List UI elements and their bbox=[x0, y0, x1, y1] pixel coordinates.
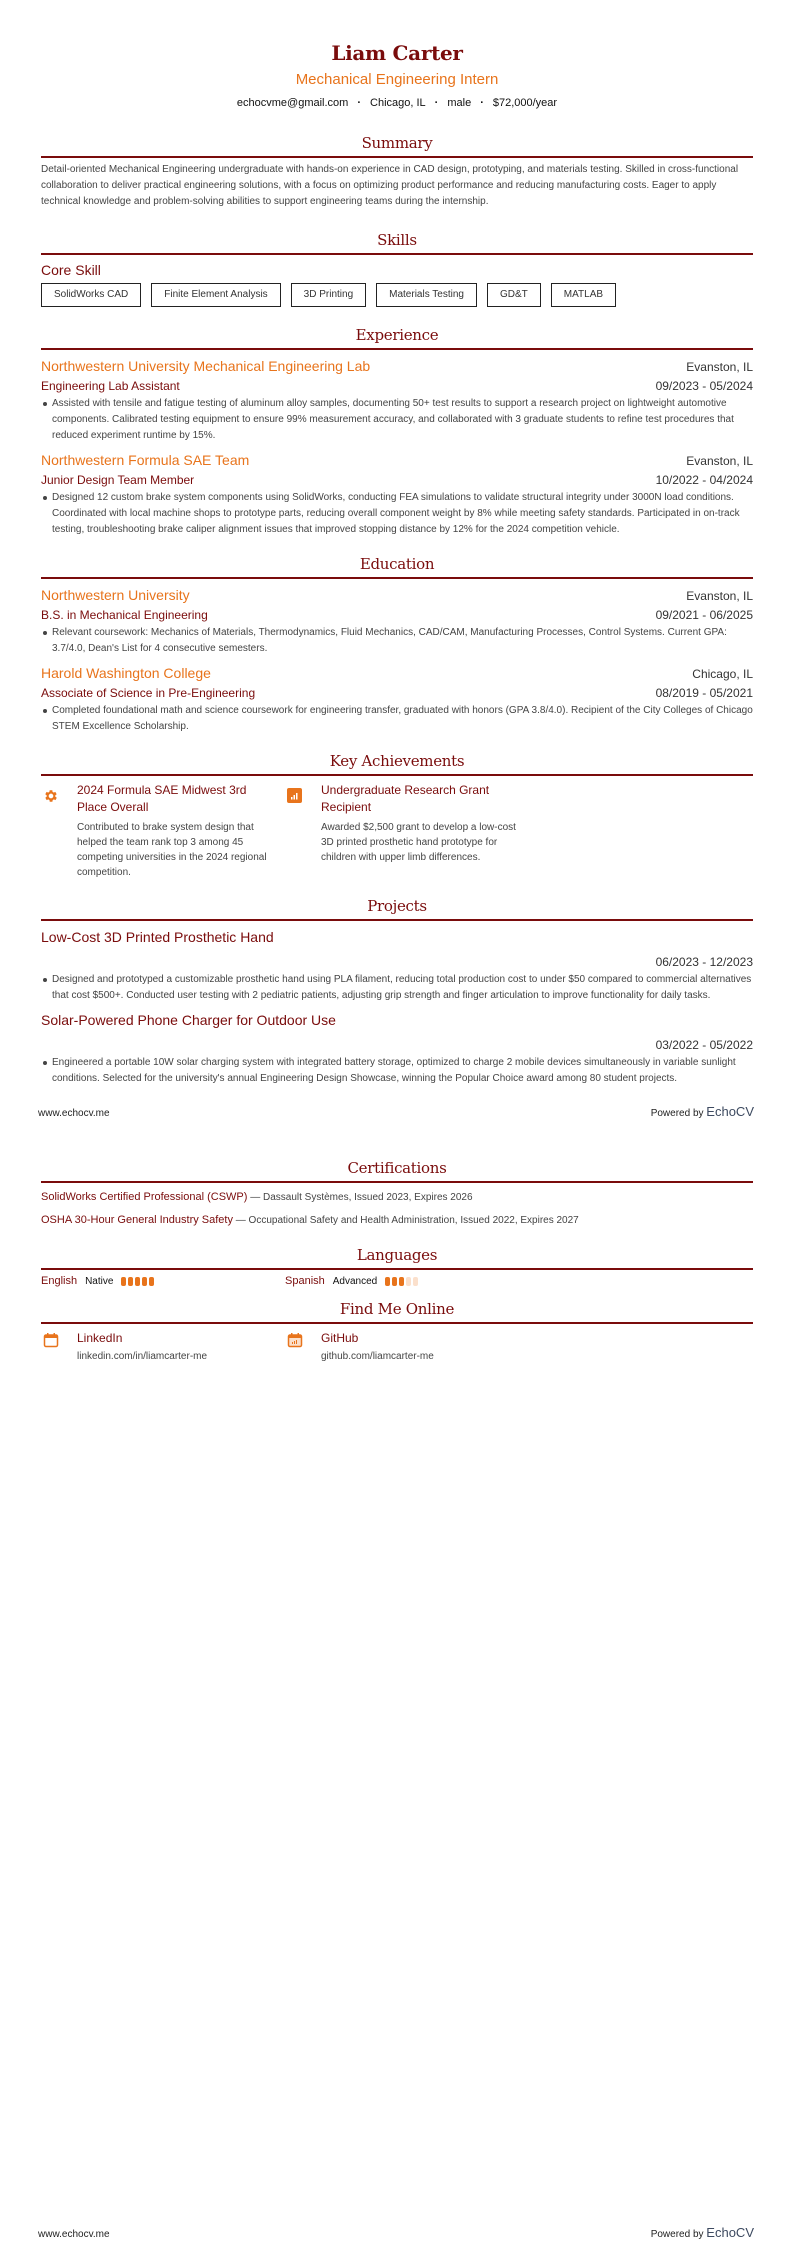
skills-section bbox=[41, 230, 753, 307]
education-dates: 09/2021 - 06/2025 bbox=[655, 608, 753, 622]
page-footer bbox=[38, 2225, 754, 2240]
experience-entry bbox=[41, 356, 753, 444]
section-heading-achievements: Key Achievements bbox=[329, 752, 465, 770]
achievement-item bbox=[285, 782, 529, 880]
education-dates: 08/2019 - 05/2021 bbox=[655, 686, 753, 700]
section-divider bbox=[41, 253, 753, 255]
achievement-item bbox=[41, 782, 285, 880]
calendar-icon bbox=[41, 1330, 77, 1364]
skill-category: Core Skill bbox=[41, 262, 101, 278]
section-divider bbox=[41, 774, 753, 776]
section-divider bbox=[41, 1181, 753, 1183]
separator-dot: · bbox=[434, 97, 439, 109]
school-name: Harold Washington College bbox=[41, 665, 211, 681]
education-section bbox=[41, 554, 753, 735]
rating-dot-filled bbox=[135, 1277, 140, 1286]
rating-dot-filled bbox=[385, 1277, 390, 1286]
online-section bbox=[41, 1299, 753, 1364]
section-heading-education: Education bbox=[359, 555, 435, 573]
candidate-title: Mechanical Engineering Intern bbox=[295, 71, 499, 88]
language-name: English bbox=[41, 1275, 78, 1287]
education-entry bbox=[41, 663, 753, 735]
section-heading-certifications: Certifications bbox=[347, 1159, 447, 1177]
signal-bars-icon bbox=[285, 782, 321, 880]
contact-gender: male bbox=[447, 97, 472, 109]
separator-dot: · bbox=[357, 97, 362, 109]
job-role: Junior Design Team Member bbox=[41, 473, 195, 487]
certification-detail: — Occupational Safety and Health Administration, Issued 2022, Expires 2027 bbox=[232, 1215, 579, 1226]
rating-dot-empty bbox=[406, 1277, 411, 1286]
project-entry bbox=[41, 927, 753, 1004]
achievements-section bbox=[41, 751, 753, 880]
language-level: Advanced bbox=[332, 1275, 378, 1287]
section-heading-online: Find Me Online bbox=[339, 1300, 455, 1318]
employer-name: Northwestern Formula SAE Team bbox=[41, 452, 250, 468]
language-item bbox=[41, 1275, 285, 1287]
gear-icon bbox=[41, 782, 77, 880]
language-rating bbox=[121, 1277, 154, 1286]
separator-dot: · bbox=[480, 97, 484, 109]
project-bullet: Designed and prototyped a customizable prosthetic hand using PLA filament, reducing total production cost to under $50 compared to commercial alternatives that cost $500+. Conducted user testing with 2 pediatric patients, adjusting grip strength and finger articulation to improve functionality for daily tasks. bbox=[41, 972, 753, 1004]
achievement-description: Awarded $2,500 grant to develop a low-cost 3D printed prosthetic hand prototype for children with upper limb differences. bbox=[321, 822, 516, 863]
link-name: LinkedIn bbox=[77, 1331, 123, 1345]
project-dates: 06/2023 - 12/2023 bbox=[655, 955, 753, 969]
achievement-title: 2024 Formula SAE Midwest 3rd Place Overall bbox=[77, 783, 247, 814]
projects-section bbox=[41, 896, 753, 1087]
certification-item bbox=[41, 1212, 753, 1229]
skill-tag: Materials Testing bbox=[376, 283, 477, 307]
project-title: Solar-Powered Phone Charger for Outdoor Use bbox=[41, 1012, 336, 1028]
section-divider bbox=[41, 348, 753, 350]
link-name: GitHub bbox=[321, 1331, 359, 1345]
employer-location: Evanston, IL bbox=[686, 454, 753, 468]
project-bullet: Engineered a portable 10W solar charging system with integrated battery storage, optimized to charge 2 mobile devices simultaneously in variable sunlight conditions. Selected for the university's annual Engineering Design Showcase, winning the Popular Choice award among 80 student projects. bbox=[41, 1055, 753, 1087]
language-item bbox=[285, 1275, 529, 1287]
project-dates: 03/2022 - 05/2022 bbox=[655, 1038, 753, 1052]
summary-text: Detail-oriented Mechanical Engineering undergraduate with hands-on experience in CAD design, prototyping, and materials testing. Skilled in cross-functional collaboration to deliver practical engineering solutions, with a focus on optimizing product performance and reducing manufacturing costs. Eager to apply technical knowledge and problem-solving abilities to support engineering teams during the internship. bbox=[41, 164, 739, 207]
section-divider bbox=[41, 577, 753, 579]
languages-section bbox=[41, 1245, 753, 1287]
education-bullet: Relevant coursework: Mechanics of Materials, Thermodynamics, Fluid Mechanics, CAD/CAM, Manufacturing Processes, Control Systems. Current GPA: 3.7/4.0, Dean's List for 4 consecutive semesters. bbox=[41, 625, 753, 657]
certification-detail: — Dassault Systèmes, Issued 2023, Expires 2026 bbox=[247, 1192, 473, 1203]
section-divider bbox=[41, 1322, 753, 1324]
skill-tag: MATLAB bbox=[551, 283, 616, 307]
section-heading-skills: Skills bbox=[377, 231, 417, 249]
education-entry bbox=[41, 585, 753, 657]
section-heading-summary: Summary bbox=[361, 134, 433, 152]
contact-location: Chicago, IL bbox=[370, 97, 426, 109]
certifications-section bbox=[41, 1158, 753, 1229]
section-divider bbox=[41, 1268, 753, 1270]
online-link-linkedin[interactable] bbox=[41, 1330, 285, 1364]
language-level: Native bbox=[85, 1275, 114, 1287]
rating-dot-filled bbox=[399, 1277, 404, 1286]
section-divider bbox=[41, 156, 753, 158]
link-url[interactable]: linkedin.com/in/liamcarter-me bbox=[77, 1351, 208, 1362]
online-link-github[interactable] bbox=[285, 1330, 529, 1364]
job-role: Engineering Lab Assistant bbox=[41, 379, 180, 393]
resume-page-2 bbox=[0, 1158, 794, 1364]
school-location: Chicago, IL bbox=[692, 667, 753, 681]
certification-name: SolidWorks Certified Professional (CSWP) bbox=[41, 1191, 248, 1203]
job-dates: 09/2023 - 05/2024 bbox=[655, 379, 753, 393]
achievement-description: Contributed to brake system design that helped the team rank top 3 among 45 competing universities in the 2024 regional competition. bbox=[77, 822, 267, 878]
skill-tag: 3D Printing bbox=[291, 283, 366, 307]
footer-site-link[interactable]: www.echocv.me bbox=[38, 1108, 110, 1119]
contact-salary: $72,000/year bbox=[492, 97, 558, 109]
language-name: Spanish bbox=[285, 1275, 325, 1287]
footer-brand[interactable]: EchoCV bbox=[706, 1104, 754, 1119]
candidate-name: Liam Carter bbox=[331, 41, 463, 65]
certification-name: OSHA 30-Hour General Industry Safety bbox=[41, 1214, 233, 1226]
skill-tag: SolidWorks CAD bbox=[41, 283, 141, 307]
rating-dot-filled bbox=[121, 1277, 126, 1286]
education-bullet: Completed foundational math and science coursework for engineering transfer, graduated with honors (GPA 3.8/4.0). Recipient of the City Colleges of Chicago STEM Excellence Scholarship. bbox=[41, 703, 753, 735]
contact-email[interactable]: echocvme@gmail.com bbox=[236, 97, 349, 109]
project-entry bbox=[41, 1010, 753, 1087]
job-dates: 10/2022 - 04/2024 bbox=[655, 473, 753, 487]
employer-location: Evanston, IL bbox=[686, 360, 753, 374]
summary-section bbox=[41, 133, 753, 210]
footer-site-link[interactable]: www.echocv.me bbox=[38, 2229, 110, 2240]
language-rating bbox=[385, 1277, 418, 1286]
project-title: Low-Cost 3D Printed Prosthetic Hand bbox=[41, 929, 274, 945]
contact-line bbox=[41, 95, 753, 111]
footer-powered-by: Powered by EchoCV bbox=[650, 2225, 754, 2240]
degree-name: Associate of Science in Pre-Engineering bbox=[41, 686, 256, 700]
job-bullet: Designed 12 custom brake system components using SolidWorks, conducting FEA simulations to validate structural integrity under 3000N load conditions. Coordinated with local machine shops to prototype parts, reducing overall component weight by 8% while meeting safety standards. Participated in on-track testing, troubleshooting brake caliper alignment issues that improved stopping distance by 12% for the 2024 competition vehicle. bbox=[41, 490, 753, 538]
rating-dot-filled bbox=[149, 1277, 154, 1286]
certification-item bbox=[41, 1189, 753, 1206]
job-bullet: Assisted with tensile and fatigue testing of aluminum alloy samples, documenting 50+ test results to support a research project on lightweight automotive components. Calibrated testing equipment to ensure 99% measurement accuracy, and collaborated with 3 graduate students to refine test procedures that reduced experiment runtime by 15%. bbox=[41, 396, 753, 444]
page-footer bbox=[38, 1104, 754, 1119]
section-heading-languages: Languages bbox=[356, 1246, 438, 1264]
skill-tag: Finite Element Analysis bbox=[151, 283, 280, 307]
rating-dot-filled bbox=[392, 1277, 397, 1286]
footer-powered-by: Powered by EchoCV bbox=[650, 1104, 754, 1119]
degree-name: B.S. in Mechanical Engineering bbox=[41, 608, 208, 622]
rating-dot-filled bbox=[128, 1277, 133, 1286]
skill-tags bbox=[41, 283, 753, 307]
link-url[interactable]: github.com/liamcarter-me bbox=[321, 1351, 434, 1362]
section-heading-experience: Experience bbox=[355, 326, 439, 344]
experience-entry bbox=[41, 450, 753, 538]
footer-brand[interactable]: EchoCV bbox=[706, 2225, 754, 2240]
section-divider bbox=[41, 919, 753, 921]
section-heading-projects: Projects bbox=[367, 897, 427, 915]
rating-dot-empty bbox=[413, 1277, 418, 1286]
resume-page-1 bbox=[0, 0, 794, 1087]
achievement-title: Undergraduate Research Grant Recipient bbox=[321, 783, 490, 814]
skill-tag: GD&T bbox=[487, 283, 541, 307]
school-location: Evanston, IL bbox=[686, 589, 753, 603]
employer-name: Northwestern University Mechanical Engineering Lab bbox=[41, 358, 371, 374]
calendar-chart-icon bbox=[285, 1330, 321, 1364]
experience-section bbox=[41, 325, 753, 538]
school-name: Northwestern University bbox=[41, 587, 190, 603]
rating-dot-filled bbox=[142, 1277, 147, 1286]
